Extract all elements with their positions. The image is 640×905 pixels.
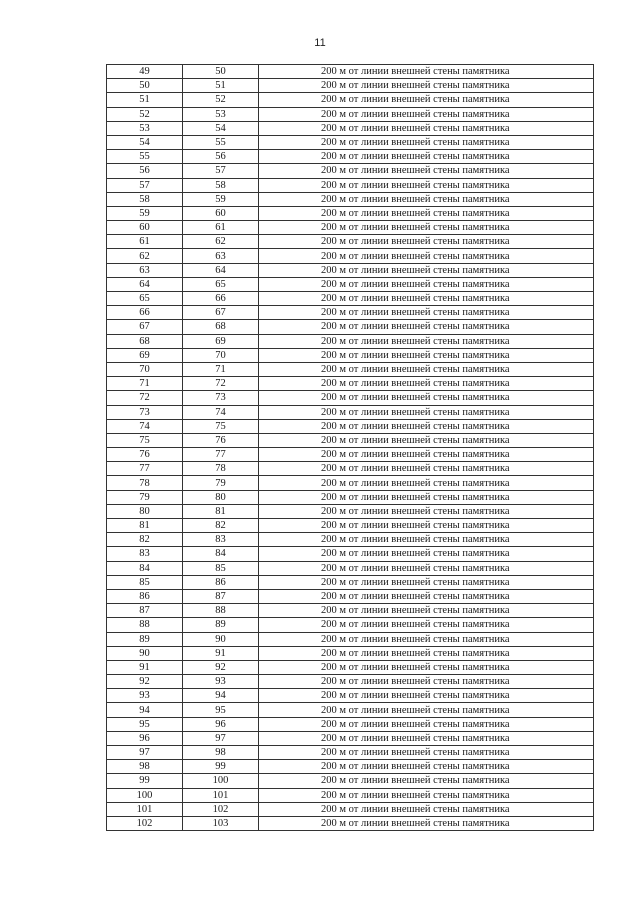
point-to-cell: 76 [183, 433, 259, 447]
point-from-cell: 51 [107, 93, 183, 107]
point-from-cell: 100 [107, 788, 183, 802]
point-from-cell: 84 [107, 561, 183, 575]
point-from-cell: 71 [107, 377, 183, 391]
point-to-cell: 63 [183, 249, 259, 263]
table-row [107, 660, 594, 674]
table-row [107, 462, 594, 476]
point-from-cell: 52 [107, 107, 183, 121]
point-from-cell: 93 [107, 689, 183, 703]
boundary-description-cell: 200 м от линии внешней стены памятника [259, 760, 594, 774]
point-from-cell: 62 [107, 249, 183, 263]
boundary-description-cell: 200 м от линии внешней стены памятника [259, 703, 594, 717]
table-row [107, 65, 594, 79]
point-from-cell: 81 [107, 519, 183, 533]
table-row [107, 774, 594, 788]
point-from-cell: 68 [107, 334, 183, 348]
point-from-cell: 102 [107, 816, 183, 830]
point-from-cell: 66 [107, 306, 183, 320]
table-row [107, 377, 594, 391]
table-row [107, 433, 594, 447]
boundary-description-cell: 200 м от линии внешней стены памятника [259, 589, 594, 603]
point-from-cell: 75 [107, 433, 183, 447]
point-from-cell: 55 [107, 150, 183, 164]
table-row [107, 689, 594, 703]
boundary-description-cell: 200 м от линии внешней стены памятника [259, 405, 594, 419]
point-to-cell: 91 [183, 646, 259, 660]
boundary-description-cell: 200 м от линии внешней стены памятника [259, 604, 594, 618]
table-row [107, 646, 594, 660]
point-from-cell: 76 [107, 448, 183, 462]
boundary-description-cell: 200 м от линии внешней стены памятника [259, 476, 594, 490]
point-to-cell: 73 [183, 391, 259, 405]
point-to-cell: 64 [183, 263, 259, 277]
point-to-cell: 60 [183, 206, 259, 220]
point-from-cell: 63 [107, 263, 183, 277]
table-row [107, 717, 594, 731]
boundary-description-cell: 200 м от линии внешней стены памятника [259, 547, 594, 561]
point-to-cell: 57 [183, 164, 259, 178]
point-to-cell: 51 [183, 79, 259, 93]
table-row [107, 731, 594, 745]
point-to-cell: 96 [183, 717, 259, 731]
point-to-cell: 69 [183, 334, 259, 348]
point-to-cell: 88 [183, 604, 259, 618]
boundary-points-table [106, 64, 594, 831]
boundary-description-cell: 200 м от линии внешней стены памятника [259, 689, 594, 703]
table-row [107, 121, 594, 135]
point-to-cell: 87 [183, 589, 259, 603]
point-to-cell: 97 [183, 731, 259, 745]
boundary-description-cell: 200 м от линии внешней стены памятника [259, 519, 594, 533]
point-to-cell: 67 [183, 306, 259, 320]
table-row [107, 79, 594, 93]
point-to-cell: 52 [183, 93, 259, 107]
table-row [107, 277, 594, 291]
boundary-description-cell: 200 м от линии внешней стены памятника [259, 178, 594, 192]
boundary-description-cell: 200 м от линии внешней стены памятника [259, 235, 594, 249]
boundary-description-cell: 200 м от линии внешней стены памятника [259, 746, 594, 760]
table-row [107, 490, 594, 504]
boundary-description-cell: 200 м от линии внешней стены памятника [259, 377, 594, 391]
point-from-cell: 58 [107, 192, 183, 206]
point-to-cell: 68 [183, 320, 259, 334]
table-row [107, 107, 594, 121]
boundary-description-cell: 200 м от линии внешней стены памятника [259, 632, 594, 646]
point-to-cell: 99 [183, 760, 259, 774]
point-from-cell: 89 [107, 632, 183, 646]
point-to-cell: 92 [183, 660, 259, 674]
boundary-description-cell: 200 м от линии внешней стены памятника [259, 292, 594, 306]
table-row [107, 589, 594, 603]
point-to-cell: 78 [183, 462, 259, 476]
point-to-cell: 102 [183, 802, 259, 816]
point-to-cell: 54 [183, 121, 259, 135]
boundary-description-cell: 200 м от линии внешней стены памятника [259, 618, 594, 632]
point-from-cell: 101 [107, 802, 183, 816]
point-to-cell: 75 [183, 419, 259, 433]
table-row [107, 476, 594, 490]
point-from-cell: 54 [107, 135, 183, 149]
table-row [107, 150, 594, 164]
table-row [107, 334, 594, 348]
point-to-cell: 94 [183, 689, 259, 703]
boundary-description-cell: 200 м от линии внешней стены памятника [259, 107, 594, 121]
boundary-description-cell: 200 м от линии внешней стены памятника [259, 788, 594, 802]
point-from-cell: 92 [107, 675, 183, 689]
point-from-cell: 83 [107, 547, 183, 561]
point-from-cell: 95 [107, 717, 183, 731]
table-row [107, 448, 594, 462]
table-row [107, 561, 594, 575]
boundary-description-cell: 200 м от линии внешней стены памятника [259, 391, 594, 405]
table-row [107, 519, 594, 533]
boundary-description-cell: 200 м от линии внешней стены памятника [259, 774, 594, 788]
point-from-cell: 85 [107, 575, 183, 589]
point-from-cell: 57 [107, 178, 183, 192]
point-from-cell: 67 [107, 320, 183, 334]
point-to-cell: 103 [183, 816, 259, 830]
point-to-cell: 86 [183, 575, 259, 589]
point-to-cell: 89 [183, 618, 259, 632]
point-from-cell: 73 [107, 405, 183, 419]
table-row [107, 221, 594, 235]
point-from-cell: 78 [107, 476, 183, 490]
point-from-cell: 98 [107, 760, 183, 774]
table-row [107, 192, 594, 206]
boundary-description-cell: 200 м от линии внешней стены памятника [259, 419, 594, 433]
point-to-cell: 80 [183, 490, 259, 504]
boundary-description-cell: 200 м от линии внешней стены памятника [259, 731, 594, 745]
point-to-cell: 83 [183, 533, 259, 547]
boundary-description-cell: 200 м от линии внешней стены памятника [259, 164, 594, 178]
point-from-cell: 65 [107, 292, 183, 306]
table-row [107, 362, 594, 376]
boundary-description-cell: 200 м от линии внешней стены памятника [259, 660, 594, 674]
point-to-cell: 70 [183, 348, 259, 362]
point-to-cell: 84 [183, 547, 259, 561]
table-row [107, 405, 594, 419]
boundary-description-cell: 200 м от линии внешней стены памятника [259, 362, 594, 376]
point-to-cell: 95 [183, 703, 259, 717]
point-from-cell: 90 [107, 646, 183, 660]
boundary-description-cell: 200 м от линии внешней стены памятника [259, 221, 594, 235]
table-row [107, 703, 594, 717]
boundary-description-cell: 200 м от линии внешней стены памятника [259, 533, 594, 547]
boundary-description-cell: 200 м от линии внешней стены памятника [259, 348, 594, 362]
boundary-description-cell: 200 м от линии внешней стены памятника [259, 561, 594, 575]
point-to-cell: 98 [183, 746, 259, 760]
point-from-cell: 56 [107, 164, 183, 178]
point-from-cell: 99 [107, 774, 183, 788]
boundary-description-cell: 200 м от линии внешней стены памятника [259, 334, 594, 348]
point-to-cell: 77 [183, 448, 259, 462]
table-row [107, 575, 594, 589]
point-from-cell: 86 [107, 589, 183, 603]
table-row [107, 547, 594, 561]
page-number: 11 [314, 37, 326, 49]
table-row [107, 391, 594, 405]
point-from-cell: 72 [107, 391, 183, 405]
point-from-cell: 96 [107, 731, 183, 745]
boundary-description-cell: 200 м от линии внешней стены памятника [259, 249, 594, 263]
boundary-description-cell: 200 м от линии внешней стены памятника [259, 206, 594, 220]
point-from-cell: 77 [107, 462, 183, 476]
boundary-description-cell: 200 м от линии внешней стены памятника [259, 490, 594, 504]
table-row [107, 816, 594, 830]
point-from-cell: 80 [107, 504, 183, 518]
point-to-cell: 62 [183, 235, 259, 249]
point-to-cell: 93 [183, 675, 259, 689]
boundary-description-cell: 200 м от линии внешней стены памятника [259, 504, 594, 518]
point-from-cell: 49 [107, 65, 183, 79]
table-row [107, 93, 594, 107]
table-row [107, 263, 594, 277]
point-to-cell: 79 [183, 476, 259, 490]
boundary-description-cell: 200 м от линии внешней стены памятника [259, 306, 594, 320]
point-from-cell: 94 [107, 703, 183, 717]
table-row [107, 419, 594, 433]
boundary-description-cell: 200 м от линии внешней стены памятника [259, 802, 594, 816]
table-row [107, 320, 594, 334]
point-to-cell: 55 [183, 135, 259, 149]
table-row [107, 292, 594, 306]
point-from-cell: 79 [107, 490, 183, 504]
point-to-cell: 100 [183, 774, 259, 788]
table-row [107, 802, 594, 816]
boundary-description-cell: 200 м от линии внешней стены памятника [259, 675, 594, 689]
boundary-description-cell: 200 м от линии внешней стены памятника [259, 65, 594, 79]
point-to-cell: 59 [183, 192, 259, 206]
table-row [107, 235, 594, 249]
point-from-cell: 61 [107, 235, 183, 249]
table-row [107, 178, 594, 192]
boundary-description-cell: 200 м от линии внешней стены памятника [259, 575, 594, 589]
boundary-description-cell: 200 м от линии внешней стены памятника [259, 816, 594, 830]
table-body [107, 65, 594, 831]
point-to-cell: 74 [183, 405, 259, 419]
point-to-cell: 56 [183, 150, 259, 164]
point-to-cell: 81 [183, 504, 259, 518]
point-to-cell: 85 [183, 561, 259, 575]
point-to-cell: 101 [183, 788, 259, 802]
point-to-cell: 72 [183, 377, 259, 391]
point-to-cell: 61 [183, 221, 259, 235]
table-row [107, 675, 594, 689]
boundary-description-cell: 200 м от линии внешней стены памятника [259, 93, 594, 107]
table-row [107, 760, 594, 774]
point-from-cell: 87 [107, 604, 183, 618]
boundary-description-cell: 200 м от линии внешней стены памятника [259, 150, 594, 164]
boundary-description-cell: 200 м от линии внешней стены памятника [259, 277, 594, 291]
table-row [107, 135, 594, 149]
table-row [107, 746, 594, 760]
table-row [107, 533, 594, 547]
point-to-cell: 66 [183, 292, 259, 306]
table-row [107, 249, 594, 263]
point-to-cell: 65 [183, 277, 259, 291]
boundary-description-cell: 200 м от линии внешней стены памятника [259, 121, 594, 135]
point-from-cell: 69 [107, 348, 183, 362]
point-from-cell: 74 [107, 419, 183, 433]
point-to-cell: 58 [183, 178, 259, 192]
boundary-description-cell: 200 м от линии внешней стены памятника [259, 448, 594, 462]
table-row [107, 788, 594, 802]
boundary-description-cell: 200 м от линии внешней стены памятника [259, 135, 594, 149]
table-row [107, 604, 594, 618]
point-to-cell: 50 [183, 65, 259, 79]
point-from-cell: 88 [107, 618, 183, 632]
table-row [107, 306, 594, 320]
point-to-cell: 53 [183, 107, 259, 121]
point-from-cell: 91 [107, 660, 183, 674]
point-from-cell: 59 [107, 206, 183, 220]
point-to-cell: 82 [183, 519, 259, 533]
point-to-cell: 71 [183, 362, 259, 376]
boundary-description-cell: 200 м от линии внешней стены памятника [259, 717, 594, 731]
boundary-description-cell: 200 м от линии внешней стены памятника [259, 192, 594, 206]
boundary-description-cell: 200 м от линии внешней стены памятника [259, 462, 594, 476]
table-row [107, 164, 594, 178]
boundary-description-cell: 200 м от линии внешней стены памятника [259, 263, 594, 277]
table-row [107, 504, 594, 518]
point-to-cell: 90 [183, 632, 259, 646]
point-from-cell: 97 [107, 746, 183, 760]
point-from-cell: 60 [107, 221, 183, 235]
table-row [107, 618, 594, 632]
boundary-description-cell: 200 м от линии внешней стены памятника [259, 646, 594, 660]
table-row [107, 348, 594, 362]
point-from-cell: 53 [107, 121, 183, 135]
table-row [107, 632, 594, 646]
point-from-cell: 64 [107, 277, 183, 291]
boundary-description-cell: 200 м от линии внешней стены памятника [259, 433, 594, 447]
boundary-description-cell: 200 м от линии внешней стены памятника [259, 320, 594, 334]
point-from-cell: 50 [107, 79, 183, 93]
boundary-description-cell: 200 м от линии внешней стены памятника [259, 79, 594, 93]
table-row [107, 206, 594, 220]
point-from-cell: 82 [107, 533, 183, 547]
point-from-cell: 70 [107, 362, 183, 376]
